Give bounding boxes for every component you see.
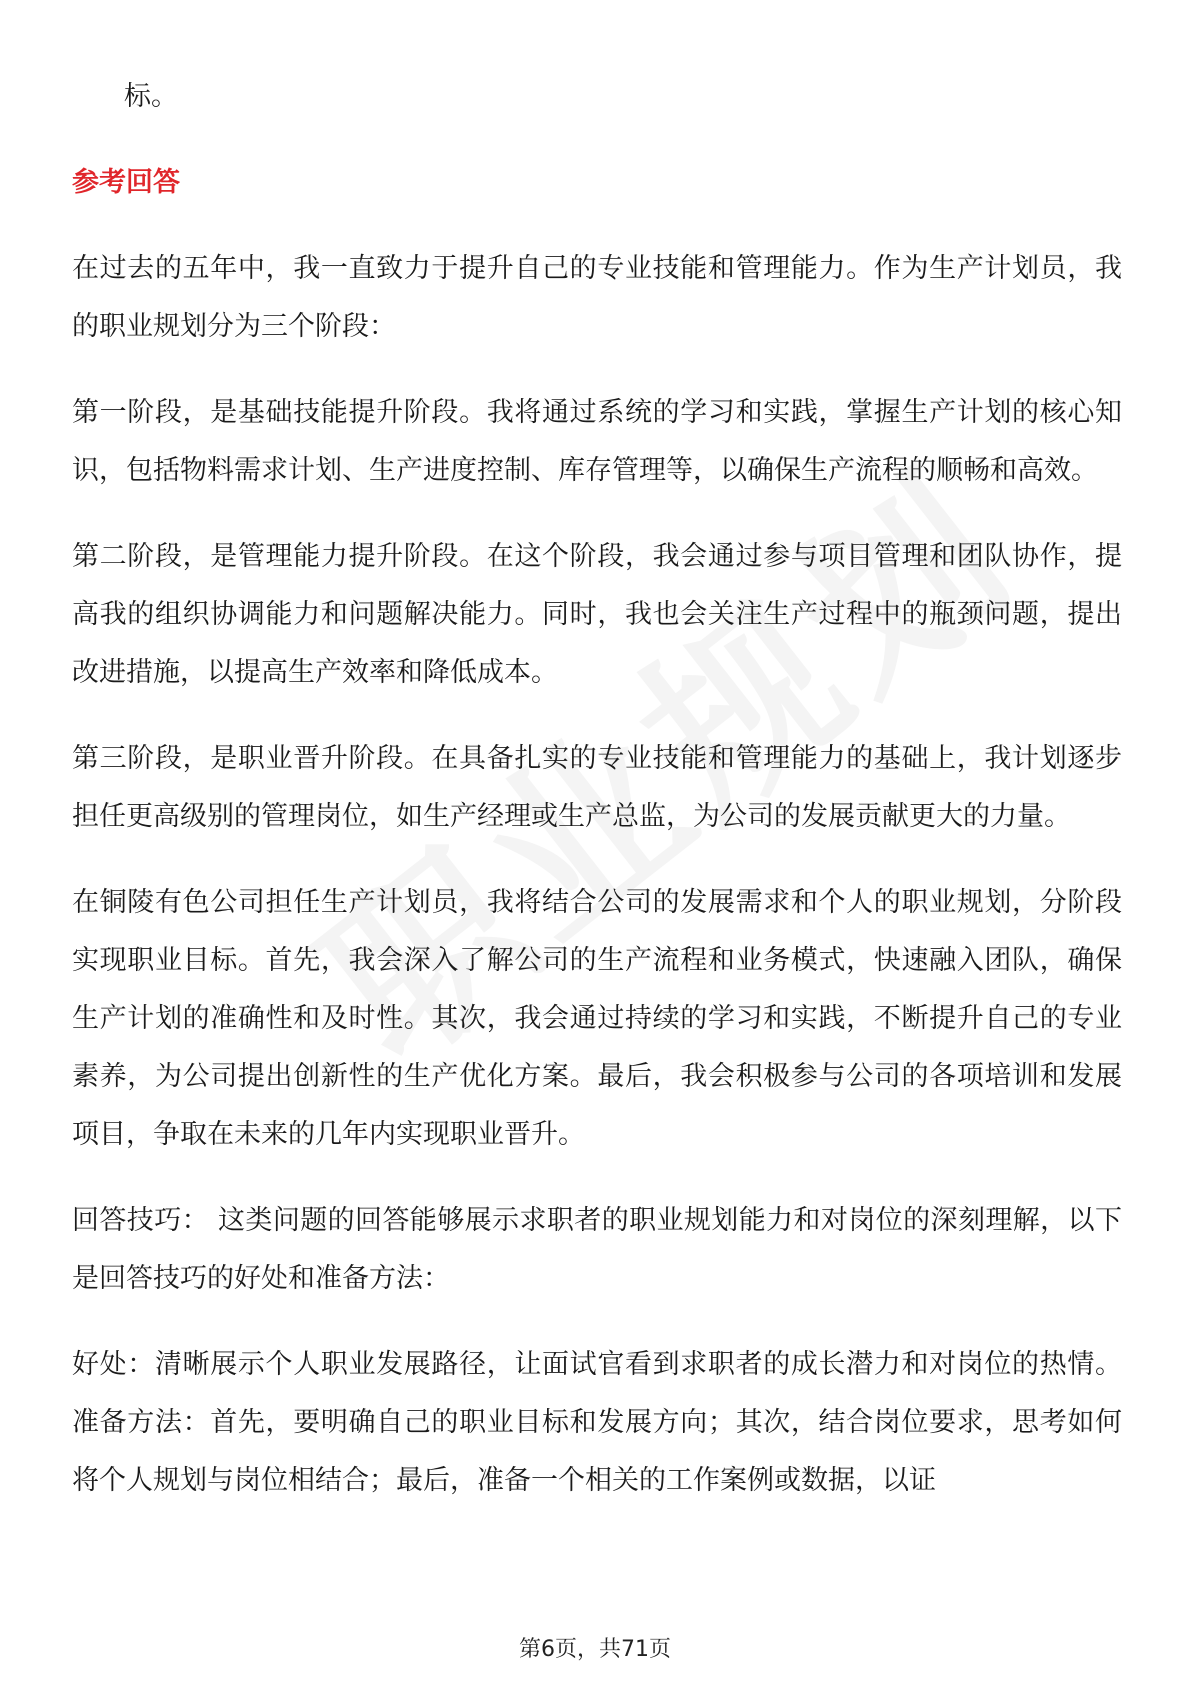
continuation-line: 标。	[124, 81, 178, 112]
page-number: 第6页，共71页	[519, 1637, 671, 1662]
page-content	[72, 68, 1122, 1538]
section-heading: 参考回答	[72, 167, 180, 198]
paragraph-intro: 在过去的五年中，我一直致力于提升自己的专业技能和管理能力。作为生产计划员，我的职业规划分为三个阶段：	[72, 253, 1122, 342]
paragraph-benefits-preparation: 好处：清晰展示个人职业发展路径，让面试官看到求职者的成长潜力和对岗位的热情。 准备方法：首先，要明确自己的职业目标和发展方向；其次，结合岗位要求，思考如何将个人规划与岗位相结合；最后，准备一个相关的工作案例或数据，以证	[72, 1349, 1122, 1496]
paragraph-company-plan: 在铜陵有色公司担任生产计划员，我将结合公司的发展需求和个人的职业规划，分阶段实现职业目标。首先，我会深入了解公司的生产流程和业务模式，快速融入团队，确保生产计划的准确性和及时性。其次，我会通过持续的学习和实践，不断提升自己的专业素养，为公司提出创新性的生产优化方案。最后，我会积极参与公司的各项培训和发展项目，争取在未来的几年内实现职业晋升。	[72, 887, 1122, 1150]
paragraph-answer-tips: 回答技巧： 这类问题的回答能够展示求职者的职业规划能力和对岗位的深刻理解，以下是回答技巧的好处和准备方法：	[72, 1205, 1122, 1294]
paragraph-stage-2: 第二阶段，是管理能力提升阶段。在这个阶段，我会通过参与项目管理和团队协作，提高我的组织协调能力和问题解决能力。同时，我也会关注生产过程中的瓶颈问题，提出改进措施，以提高生产效率和降低成本。	[72, 541, 1122, 688]
paragraph-stage-1: 第一阶段，是基础技能提升阶段。我将通过系统的学习和实践，掌握生产计划的核心知识，包括物料需求计划、生产进度控制、库存管理等，以确保生产流程的顺畅和高效。	[72, 397, 1122, 486]
paragraph-stage-3: 第三阶段，是职业晋升阶段。在具备扎实的专业技能和管理能力的基础上，我计划逐步担任更高级别的管理岗位，如生产经理或生产总监，为公司的发展贡献更大的力量。	[72, 743, 1122, 832]
